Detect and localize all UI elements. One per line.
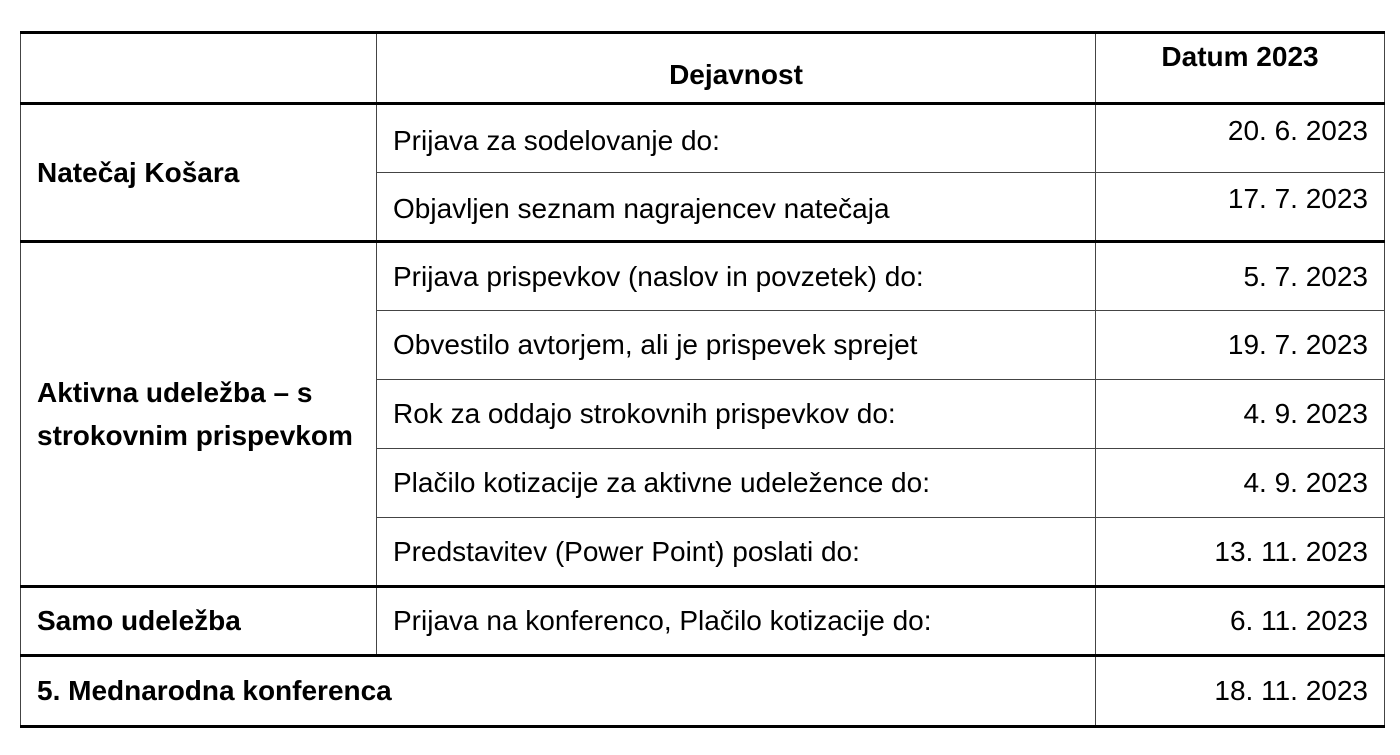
category-aktivna-udelezba: Aktivna udeležba – s strokovnim prispevkom bbox=[21, 242, 377, 587]
date-cell: 20. 6. 2023 bbox=[1096, 104, 1385, 173]
date-cell: 17. 7. 2023 bbox=[1096, 173, 1385, 242]
category-samo-udelezba: Samo udeležba bbox=[21, 587, 377, 656]
date-cell: 4. 9. 2023 bbox=[1096, 449, 1385, 518]
activity-cell: Rok za oddajo strokovnih prispevkov do: bbox=[377, 380, 1096, 449]
schedule-table bbox=[20, 31, 1385, 728]
activity-cell: Prijava za sodelovanje do: bbox=[377, 104, 1096, 173]
header-date: Datum 2023 bbox=[1096, 33, 1385, 104]
date-cell: 6. 11. 2023 bbox=[1096, 587, 1385, 656]
activity-cell: Objavljen seznam nagrajencev natečaja bbox=[377, 173, 1096, 242]
activity-cell: Obvestilo avtorjem, ali je prispevek sprejet bbox=[377, 311, 1096, 380]
table-row bbox=[21, 242, 1385, 311]
table-row bbox=[21, 587, 1385, 656]
category-natecaj-kosara: Natečaj Košara bbox=[21, 104, 377, 242]
date-cell: 19. 7. 2023 bbox=[1096, 311, 1385, 380]
header-row bbox=[21, 33, 1385, 104]
activity-cell: Predstavitev (Power Point) poslati do: bbox=[377, 518, 1096, 587]
date-cell: 13. 11. 2023 bbox=[1096, 518, 1385, 587]
header-activity: Dejavnost bbox=[377, 33, 1096, 104]
table-row bbox=[21, 104, 1385, 173]
header-empty-cell bbox=[21, 33, 377, 104]
conference-row bbox=[21, 656, 1385, 727]
activity-cell: Plačilo kotizacije za aktivne udeležence do: bbox=[377, 449, 1096, 518]
activity-cell: Prijava na konferenco, Plačilo kotizacije do: bbox=[377, 587, 1096, 656]
conference-label: 5. Mednarodna konferenca bbox=[21, 656, 1096, 727]
conference-date: 18. 11. 2023 bbox=[1096, 656, 1385, 727]
date-cell: 4. 9. 2023 bbox=[1096, 380, 1385, 449]
date-cell: 5. 7. 2023 bbox=[1096, 242, 1385, 311]
activity-cell: Prijava prispevkov (naslov in povzetek) do: bbox=[377, 242, 1096, 311]
